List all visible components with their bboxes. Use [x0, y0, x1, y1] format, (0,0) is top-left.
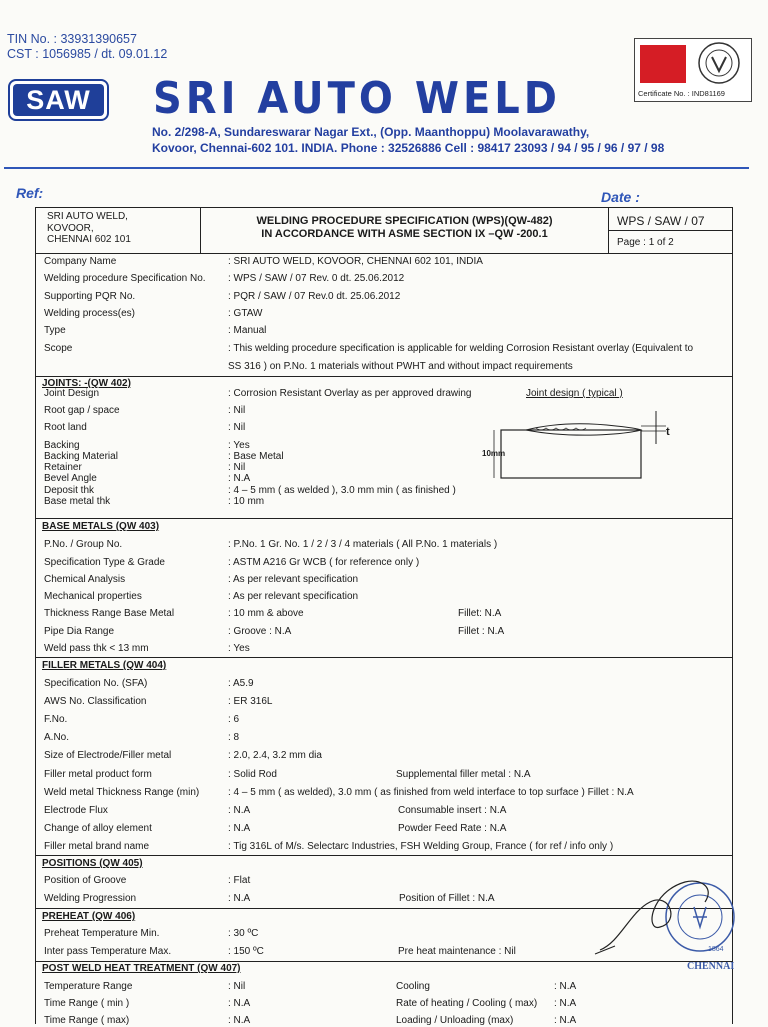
section-title-preheat: PREHEAT (QW 406) [42, 911, 136, 922]
row-value: : Base Metal [228, 451, 284, 462]
form-title-line-2: IN ACCORDANCE WITH ASME SECTION IX –QW -200.1 [261, 228, 548, 240]
tin-cst-block [7, 32, 167, 62]
row-value: : GTAW [228, 308, 263, 319]
section-title-pwht: POST WELD HEAT TREATMENT (QW 407) [42, 963, 241, 974]
row-extra: Fillet: N.A [458, 608, 502, 619]
row-label: Deposit thk [44, 485, 95, 496]
stamp-city: CHENNAI [687, 961, 735, 972]
row-label: F.No. [44, 714, 68, 725]
row-label: Scope [44, 343, 73, 354]
row-label: Supporting PQR No. [44, 291, 136, 302]
row-label: Preheat Temperature Min. [44, 928, 160, 939]
row-value: : Nil [228, 422, 246, 433]
row-value: : 2.0, 2.4, 3.2 mm dia [228, 750, 322, 761]
row-value: : 150 ºC [228, 946, 264, 957]
row-label: Root land [44, 422, 87, 433]
row-label: Weld metal Thickness Range (min) [44, 787, 200, 798]
address-line-1: No. 2/298-A, Sundareswarar Nagar Ext., (Opp. Maanthoppu) Moolavarawathy, [152, 125, 590, 139]
row-label: Position of Groove [44, 875, 127, 886]
row-label: Base metal thk [44, 496, 111, 507]
row-value: : As per relevant specification [228, 574, 359, 585]
row-label: Time Range ( min ) [44, 998, 130, 1009]
row-label: Backing [44, 440, 80, 451]
row-label: Type [44, 325, 66, 336]
row-value: : N.A [228, 805, 251, 816]
stamp-year: 1864 [708, 946, 724, 953]
row-label: Mechanical properties [44, 591, 142, 602]
scope-continuation: SS 316 ) on P.No. 1 materials without PWHT and without impact requirements [228, 361, 573, 372]
section-divider [36, 518, 732, 519]
row-extra: Powder Feed Rate : N.A [398, 823, 507, 834]
row-value: : N.A [228, 473, 251, 484]
row-value: : ASTM A216 Gr WCB ( for reference only ) [228, 557, 420, 568]
row-extra: Fillet : N.A [458, 626, 505, 637]
row-extra-value: : N.A [554, 981, 577, 992]
row-value: : This welding procedure specification is applicable for welding Corrosion Resistant overlay (Equivalent to [228, 343, 694, 354]
row-extra: Consumable insert : N.A [398, 805, 507, 816]
row-extra: Loading / Unloading (max) [396, 1015, 514, 1026]
row-label: Specification Type & Grade [44, 557, 165, 568]
row-extra: Pre heat maintenance : Nil [398, 946, 516, 957]
page-number: Page : 1 of 2 [617, 237, 674, 248]
row-value: : A5.9 [228, 678, 254, 689]
joint-design-note: Joint design ( typical ) [526, 388, 623, 399]
row-value: : Nil [228, 405, 246, 416]
form-title [201, 208, 609, 253]
row-label: A.No. [44, 732, 70, 743]
row-label: Filler metal brand name [44, 841, 150, 852]
saw-logo [8, 79, 109, 121]
form-header [36, 208, 732, 254]
row-value: : 10 mm & above [228, 608, 304, 619]
row-extra: Supplemental filler metal : N.A [396, 769, 531, 780]
joint-design-sketch [476, 406, 676, 486]
row-value: : SRI AUTO WELD, KOVOOR, CHENNAI 602 101, INDIA [228, 256, 483, 267]
date-label: Date : [601, 189, 640, 205]
certificate-number: Certificate No. : IND81169 [638, 89, 725, 98]
company-address [152, 124, 664, 156]
row-extra-value: : N.A [554, 998, 577, 1009]
sketch-dimension-t: t [666, 426, 670, 438]
iso-certification-logo [640, 45, 686, 83]
section-divider [36, 855, 732, 856]
company-name: SRI AUTO WELD [153, 74, 561, 124]
row-label: Welding procedure Specification No. [44, 273, 206, 284]
row-value: : 4 – 5 mm ( as welded), 3.0 mm ( as finished from weld interface to top surface ) Fillet : N.A [228, 787, 634, 798]
row-value: : N.A [228, 998, 251, 1009]
row-value: : N.A [228, 893, 251, 904]
row-value: : PQR / SAW / 07 Rev.0 dt. 25.06.2012 [228, 291, 401, 302]
certification-badge [634, 38, 752, 102]
section-title-base-metals: BASE METALS (QW 403) [42, 521, 160, 532]
cst-number: CST : 1056985 / dt. 09.01.12 [7, 47, 168, 61]
bureau-veritas-seal-icon [697, 41, 741, 85]
row-label: Joint Design [44, 388, 100, 399]
address-line: CHENNAI 602 101 [47, 234, 131, 245]
row-value: : Nil [228, 981, 246, 992]
row-value: : 10 mm [228, 496, 265, 507]
row-value: : WPS / SAW / 07 Rev. 0 dt. 25.06.2012 [228, 273, 405, 284]
row-value: : P.No. 1 Gr. No. 1 / 2 / 3 / 4 materials ( All P.No. 1 materials ) [228, 539, 498, 550]
section-title-joints: JOINTS: -(QW 402) [42, 378, 131, 389]
row-extra: Position of Fillet : N.A [399, 893, 495, 904]
header-divider [4, 167, 749, 169]
row-value: : N.A [228, 1015, 251, 1026]
row-label: Pipe Dia Range [44, 626, 115, 637]
row-value: : As per relevant specification [228, 591, 359, 602]
row-label: Chemical Analysis [44, 574, 126, 585]
row-value: : Tig 316L of M/s. Selectarc Industries, FSH Welding Group, France ( for ref / info only ) [228, 841, 614, 852]
row-value: : 30 ºC [228, 928, 259, 939]
tin-number: TIN No. : 33931390657 [7, 32, 137, 46]
row-value: : Yes [228, 643, 250, 654]
saw-logo-text: SAW [13, 84, 104, 116]
form-title-line-1: WELDING PROCEDURE SPECIFICATION (WPS)(QW-482) [256, 215, 553, 227]
row-value: : Flat [228, 875, 251, 886]
address-line: SRI AUTO WELD, [47, 211, 128, 222]
row-label: Filler metal product form [44, 769, 152, 780]
section-title-filler-metals: FILLER METALS (QW 404) [42, 660, 167, 671]
row-label: AWS No. Classification [44, 696, 147, 707]
form-header-address [36, 208, 201, 253]
row-label: Time Range ( max) [44, 1015, 130, 1026]
row-label: Weld pass thk < 13 mm [44, 643, 149, 654]
row-label: Temperature Range [44, 981, 133, 992]
section-divider [36, 657, 732, 658]
ref-label: Ref: [16, 185, 44, 201]
row-label: Retainer [44, 462, 82, 473]
row-value: : Groove : N.A [228, 626, 292, 637]
row-value: : 6 [228, 714, 240, 725]
row-extra: Cooling [396, 981, 430, 992]
row-label: Size of Electrode/Filler metal [44, 750, 172, 761]
row-label: Welding process(es) [44, 308, 135, 319]
row-value: : 4 – 5 mm ( as welded ), 3.0 mm min ( as finished ) [228, 485, 456, 496]
row-value: : Nil [228, 462, 246, 473]
section-title-positions: POSITIONS (QW 405) [42, 858, 143, 869]
row-extra-value: : N.A [554, 1015, 577, 1026]
row-value: : Corrosion Resistant Overlay as per approved drawing [228, 388, 472, 399]
row-label: Backing Material [44, 451, 118, 462]
sketch-dimension-thickness: 10mm [482, 449, 506, 458]
address-line-2: Kovoor, Chennai-602 101. INDIA. Phone : 32526886 Cell : 98417 23093 / 94 / 95 / 96 / 97 / 98 [152, 141, 665, 155]
row-value: : Manual [228, 325, 267, 336]
row-label: Specification No. (SFA) [44, 678, 148, 689]
row-label: Bevel Angle [44, 473, 97, 484]
form-id-block [609, 208, 732, 253]
address-line: KOVOOR, [47, 222, 94, 234]
row-value: : N.A [228, 823, 251, 834]
row-value: : Yes [228, 440, 250, 451]
row-label: Change of alloy element [44, 823, 152, 834]
row-label: Inter pass Temperature Max. [44, 946, 172, 957]
row-label: Electrode Flux [44, 805, 108, 816]
section-divider [36, 376, 732, 377]
row-value: : 8 [228, 732, 240, 743]
row-extra: Rate of heating / Cooling ( max) [396, 998, 538, 1009]
row-label: Welding Progression [44, 893, 137, 904]
row-value: : ER 316L [228, 696, 273, 707]
row-label: Root gap / space [44, 405, 120, 416]
row-label: P.No. / Group No. [44, 539, 123, 550]
row-value: : Solid Rod [228, 769, 277, 780]
wps-number: WPS / SAW / 07 [609, 208, 732, 231]
row-label: Thickness Range Base Metal [44, 608, 175, 619]
row-label: Company Name [44, 256, 117, 267]
